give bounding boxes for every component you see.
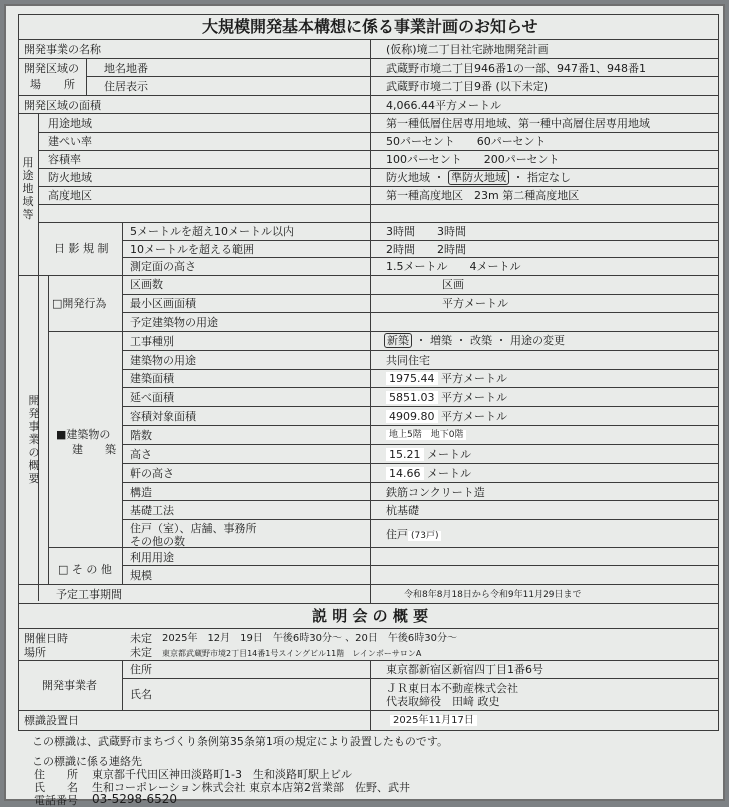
use-district-label: 用途地域 (48, 117, 92, 130)
height-label: 高さ (130, 448, 152, 461)
contact-tel-label: 電話番号 (34, 794, 78, 807)
contact-name: 生和コーポレーション株式会社 東京本店第2営業部 佐野、武井 (92, 781, 411, 794)
height-value (386, 448, 471, 461)
period-value: 令和8年8月18日から令和9年11月29日まで (404, 590, 582, 600)
dev-act-label: □開発行為 (52, 297, 107, 310)
lot-value: 武蔵野市境二丁目946番1の一部、947番1、948番1 (386, 62, 646, 75)
shade-r1-value: 3時間 3時間 (386, 225, 466, 238)
units-label-1: 住戸（室）、店舗、事務所 (130, 522, 257, 535)
contact-address-label: 住 所 (34, 768, 78, 781)
height-num: 15.21 (386, 448, 424, 461)
address-label: 住居表示 (104, 80, 148, 93)
footer-note: この標識は、武蔵野市まちづくり条例第35条第1項の規定により設置したものです。 (32, 735, 449, 748)
height-district-value: 第一種高度地区 23m 第二種高度地区 (386, 189, 580, 202)
type-label: 工事種別 (130, 335, 174, 348)
area-value: 4,066.44平方メートル (386, 99, 501, 112)
shade-r2-label: 10メートルを超える範囲 (130, 243, 254, 256)
far-value: 100パーセント 200パーセント (386, 153, 560, 166)
notice-board (4, 4, 725, 807)
briefing-title: 説 明 会 の 概 要 (312, 607, 429, 625)
briefing-place-label: 場所 (24, 646, 46, 659)
eaves-label: 軒の高さ (130, 467, 174, 480)
fire-value (386, 171, 571, 184)
business-name-label: 開発事業の名称 (24, 43, 101, 56)
floor-area-value (386, 391, 507, 404)
lots-value: 区画 (442, 278, 464, 291)
building-label-1: ■建築物の (56, 428, 111, 441)
briefing-place: 東京都武蔵野市境2丁目14番1号スイングビル11階 レインボーサロンA (162, 649, 422, 658)
shade-r2-value: 2時間 2時間 (386, 243, 466, 256)
other-use-label: 利用用途 (130, 551, 174, 564)
floors-label: 階数 (130, 429, 152, 442)
contact-title: この標識に係る連絡先 (32, 755, 142, 768)
sign-date-value (390, 714, 477, 727)
bldg-area-label: 建築面積 (130, 372, 174, 385)
use-value: 共同住宅 (386, 354, 430, 367)
other-label: □ そ の 他 (58, 563, 112, 576)
lots-label: 区画数 (130, 278, 163, 291)
location-label-top: 開発区域の (24, 62, 79, 75)
fire-value-a: 防火地域 (386, 171, 430, 184)
shade-r3-label: 測定面の高さ (130, 260, 196, 273)
far-label: 容積率 (48, 153, 81, 166)
foundation-value: 杭基礎 (386, 504, 419, 517)
type-value-new: 新築 (384, 333, 412, 348)
location-label-bottom-2: 所 (64, 78, 75, 91)
eaves-unit: メートル (427, 467, 471, 480)
floors-num: 地上5階 地下0階 (386, 430, 466, 440)
planned-use-label: 予定建築物の用途 (130, 316, 218, 329)
use-district-value: 第一種低層住居専用地域、第一種中高層住居専用地域 (386, 117, 650, 130)
board-title: 大規模開発基本構想に係る事業計画のお知らせ (202, 17, 538, 36)
developer-label: 開発事業者 (42, 679, 97, 692)
eaves-value (386, 467, 471, 480)
type-value-rest: ・ 増築 ・ 改築 ・ 用途の変更 (415, 334, 565, 347)
far-area-unit: 平方メートル (441, 410, 507, 423)
business-name-value: (仮称)境二丁目社宅跡地開発計画 (386, 43, 549, 56)
use-label: 建築物の用途 (130, 354, 196, 367)
sign-date-text: 2025年11月17日 (390, 715, 477, 726)
far-area-label: 容積対象面積 (130, 410, 196, 423)
shade-r3-value: 1.5メートル 4メートル (386, 260, 521, 273)
contact-address: 東京都千代田区神田淡路町1-3 生和淡路町駅上ビル (92, 768, 352, 781)
units-value-a: 住戸 (386, 528, 408, 541)
fire-sep-2: ・ (512, 171, 524, 184)
units-label-2: その他の数 (130, 535, 185, 548)
sign-date-label: 標識設置日 (24, 714, 79, 727)
min-lot-value: 平方メートル (442, 297, 508, 310)
briefing-tbd-2: 未定 (130, 646, 152, 659)
other-scale-label: 規模 (130, 569, 152, 582)
coverage-value: 50パーセント 60パーセント (386, 135, 546, 148)
zoning-group-label: 用途地域等 (22, 156, 34, 221)
bldg-area-unit: 平方メートル (441, 372, 507, 385)
building-label-2: 建 築 (72, 443, 116, 456)
far-area-value (386, 410, 507, 423)
period-label: 予定工事期間 (56, 588, 122, 601)
height-district-label: 高度地区 (48, 189, 92, 202)
bldg-area-value (386, 372, 507, 385)
coverage-label: 建ぺい率 (48, 135, 92, 148)
floor-area-unit: 平方メートル (441, 391, 507, 404)
structure-value: 鉄筋コンクリート造 (386, 486, 485, 499)
briefing-datetime-label: 開催日時 (24, 632, 68, 645)
developer-name-value-2: 代表取締役 田﨑 政史 (386, 695, 500, 708)
location-label-bottom-1: 場 (30, 78, 41, 91)
type-value (384, 334, 565, 347)
fire-value-b: 準防火地域 (448, 170, 509, 185)
min-lot-label: 最小区画面積 (130, 297, 196, 310)
structure-label: 構造 (130, 486, 152, 499)
floor-area-label: 延べ面積 (130, 391, 174, 404)
shade-r1-label: 5メートルを超え10メートル以内 (130, 225, 294, 238)
developer-name-label: 氏名 (130, 688, 152, 701)
developer-name-value-1: ＪＲ東日本不動産株式会社 (386, 682, 518, 695)
developer-address-label: 住所 (130, 663, 152, 676)
fire-sep-1: ・ (433, 171, 445, 184)
overview-group-label: 開発事業の概要 (28, 394, 40, 485)
floor-area-num: 5851.03 (386, 391, 438, 404)
height-unit: メートル (427, 448, 471, 461)
contact-tel: 03-5298-6520 (92, 792, 178, 806)
eaves-num: 14.66 (386, 467, 424, 480)
units-value-b: (73戸) (408, 531, 441, 541)
developer-address-value: 東京都新宿区新宿四丁目1番6号 (386, 663, 543, 676)
briefing-datetime: 2025年 12月 19日 午後6時30分～ 、20日 午後6時30分～ (162, 633, 457, 644)
area-label: 開発区域の面積 (24, 99, 101, 112)
foundation-label: 基礎工法 (130, 504, 174, 517)
lot-label: 地名地番 (104, 62, 148, 75)
fire-label: 防火地域 (48, 171, 92, 184)
contact-name-label: 氏 名 (34, 781, 78, 794)
briefing-tbd-1: 未定 (130, 632, 152, 645)
units-value (386, 528, 441, 543)
fire-value-c: 指定なし (527, 171, 571, 184)
bldg-area-num: 1975.44 (386, 372, 438, 385)
floors-value (386, 429, 466, 442)
address-value: 武蔵野市境二丁目9番 (以下未定) (386, 80, 549, 93)
far-area-num: 4909.80 (386, 410, 438, 423)
shade-label: 日 影 規 制 (54, 242, 109, 255)
